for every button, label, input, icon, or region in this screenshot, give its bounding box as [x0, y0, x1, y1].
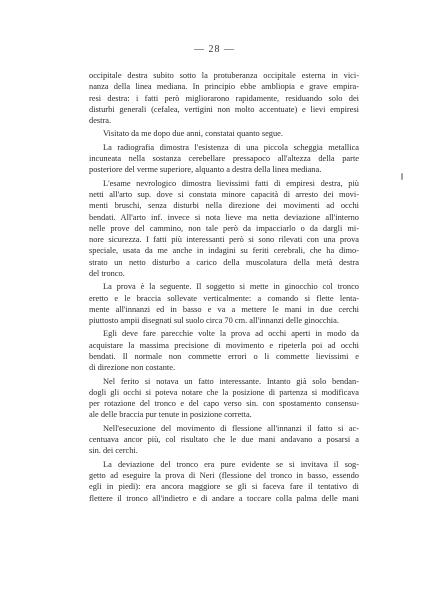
text-line: del tronco. — [89, 268, 125, 278]
text-line: strato un netto disturbo a carico della muscolatura della metà destra — [89, 257, 359, 267]
text-line: nore sicurezza. I fatti più interessanti però si sono rilevati con una prova — [89, 235, 359, 245]
text-line: per rotazione del tronco e del capo verso sin. con spostamento consensu- — [89, 399, 359, 409]
text-line: menti bruschi, senza disturbi nella direzione dei movimenti ad occhi — [89, 201, 359, 211]
text-line: Egli deve fare parecchie volte la prova ad occhi aperti in modo da — [103, 329, 359, 339]
text-line: nanza della linea mediana. In principio ebbe ambliopia e grave empira- — [89, 82, 359, 92]
text-line: Visitato da me dopo due anni, constatai quanto segue. — [103, 129, 283, 139]
text-line: La radiografia dimostra l'esistenza di una piccola scheggia metallica — [103, 142, 359, 152]
text-line: sin. dei cerchi. — [89, 446, 138, 456]
text-line: La deviazione del tronco era pure evidente se si invitava il sog- — [103, 459, 359, 469]
text-line: resi destra: i fatti però migliorarono rapidamente, residuando solo dei — [89, 93, 359, 103]
text-line: eretto e le braccia sollevate verticalmente: a comando si flette lenta- — [89, 293, 359, 303]
text-line: acquistare la massima precisione di movimento e ripeterla poi ad occhi — [89, 340, 359, 350]
text-line: destra. — [89, 116, 112, 125]
paper-speck — [401, 173, 403, 180]
text-line: bendati. All'arto inf. invece si nota lieve ma netta deviazione all'interno — [89, 212, 359, 222]
text-line: Nell'esecuzione del movimento di flessione all'innanzi il fatto si ac- — [103, 423, 359, 433]
text-line: bendati. Il normale non commette errori o li commette lievissimi e — [89, 351, 359, 361]
text-line: L'esame nevrologico dimostra lievissimi fatti di empiresi destra, più — [103, 178, 359, 188]
text-line: disturbi generali (cefalea, vertigini non molto accentuate) e lievi empiresi — [89, 104, 359, 114]
text-line: occipitale destra subito sotto la protuberanza occipitale esterna in vici- — [89, 71, 359, 80]
text-line: speciale, usata da me anche in indagini su feriti cerebrali, che ha dimo- — [89, 246, 359, 256]
text-line: centuava ancor più, col risultato che le due mani andavano a posarsi a — [89, 435, 359, 445]
page-number: — 28 — — [194, 44, 235, 55]
text-line: dogli gli occhi si poteva notare che la posizione di partenza si modificava — [89, 387, 359, 397]
text-line: netti all'arto sup. dove si constata minore capacità di arresto dei movi- — [89, 190, 359, 200]
text-line: egli in piedi): era ancora maggiore se gli si faceva fare il tentativo di — [89, 482, 359, 492]
text-line: incuneata nella sostanza cerebellare pressapoco all'altezza della parte — [89, 154, 359, 164]
text-line: di direzione non costante. — [89, 363, 176, 373]
text-line: nelle prove del cammino, non tale però da impacciarlo o da dargli mi- — [89, 223, 359, 233]
text-line: getto ad eseguire la prova di Neri (flessione del tronco in basso, essendo — [89, 471, 359, 480]
text-line: La prova è la seguente. Il soggetto si mette in ginocchio col tronco — [103, 282, 359, 292]
text-line: Nel ferito si notava un fatto interessante. Intanto già solo bendan- — [103, 376, 359, 386]
body-text — [89, 70, 359, 504]
text-line: posteriore del verme superiore, alquanto a destra della linea mediana. — [89, 165, 322, 175]
text-line: ale delle braccia pur tenute in posizione corretta. — [89, 410, 252, 420]
text-line: flettere il tronco all'indietro e di andare a toccare colla palma delle mani — [89, 493, 359, 503]
text-line: piuttosto ampii disegnati sul suolo circa 70 cm. all'innanzi delle ginocchia. — [89, 316, 339, 325]
text-line: mente all'innanzi ed in basso e va a mettere le mani in due cerchi — [89, 304, 359, 314]
